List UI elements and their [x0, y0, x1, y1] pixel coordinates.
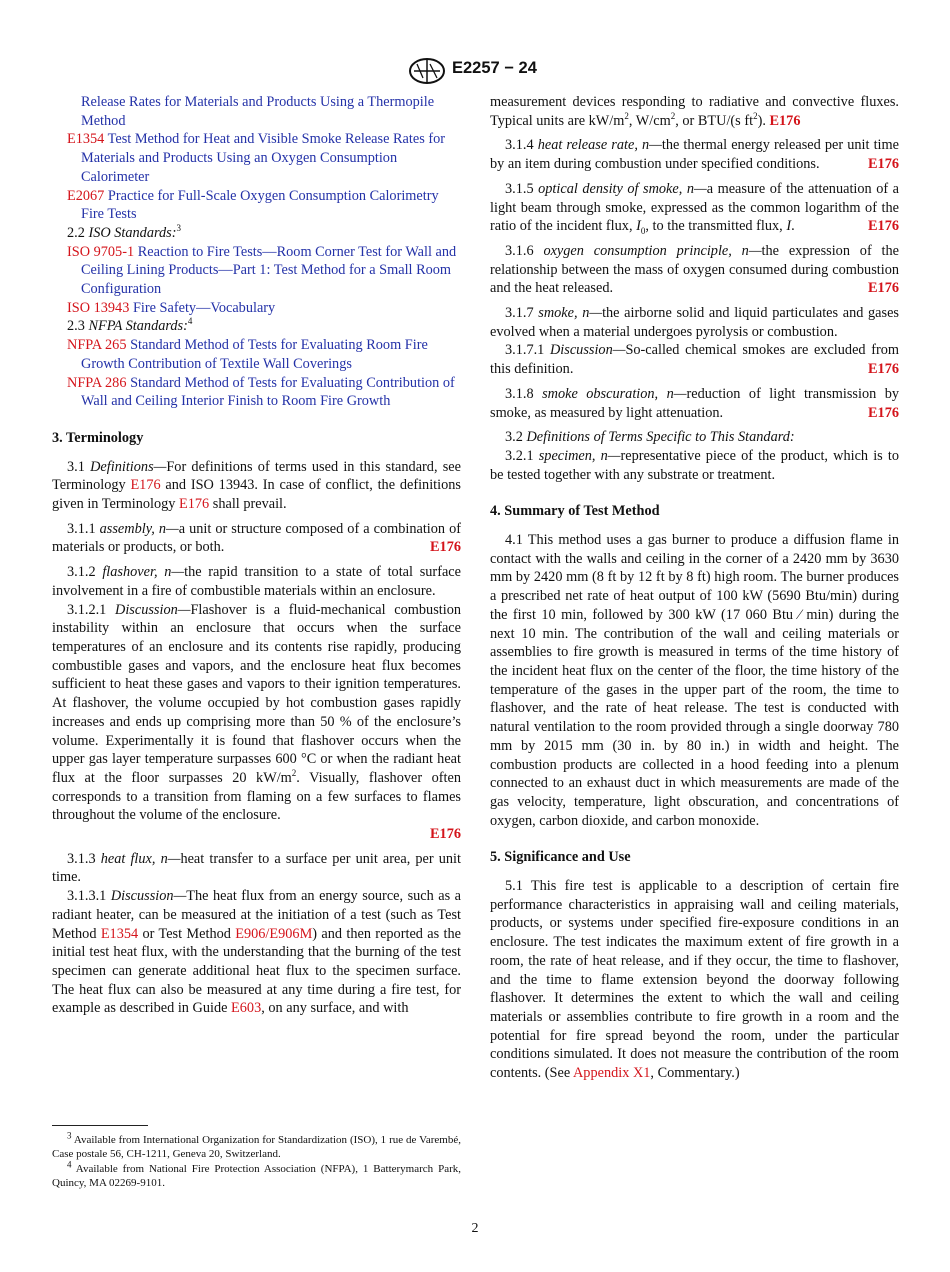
e176-link[interactable]: E176: [868, 280, 899, 297]
ref-title-link[interactable]: Standard Method of Tests for Evaluating Contribution of Wall and Ceiling Interior Finish to Room Fire Growth: [81, 374, 455, 410]
para-3-1-3: 3.1.3 heat flux, n—heat transfer to a surface per unit area, per unit time.: [52, 850, 462, 886]
page-number: 2: [471, 1221, 479, 1236]
para-3-1-4: 3.1.4 heat release rate, n—the thermal energy released per unit time by an item during combustion under specified conditions. E176: [490, 137, 899, 173]
e176-link[interactable]: E176: [179, 496, 210, 513]
para-4-1: 4.1 This method uses a gas burner to produce a diffusion flame in contact with the walls and ceiling in the corner of a 2420 mm by 3630 mm by 2420 mm (8 ft by 12 ft by 8 ft) high room. The burner produces a prescribed net rate of heat output of 100 kW (5690 Btu/min) during the first 10 min, followed by 300 kW (17 060 Btu ⁄ min) during the next 10 min. The contribution of the wall and ceiling materials or assemblies to fire growth is measured in terms of the time history of the incident heat flux on the center of the floor, the time history of the temperature of the gases in the upper part of the room, the time to flashover, and the rate of heat release. The test is conducted with natural ventilation to the room provided through a single doorway 780 mm by 2015 mm (30 in. by 80 in.) in width and height. The combustion products are collected in a hood feeding into a plenum connected to an exhaust duct in which measurements are made of the gas velocity, temperature, light obscuration, and concentrations of oxygen, carbon dioxide, and carbon monoxide.: [490, 532, 899, 829]
ref-title-link[interactable]: Standard Method of Tests for Evaluating Room Fire Growth Contribution of Textile Wall Coverings: [81, 337, 428, 372]
para-3-1: 3.1 Definitions—For definitions of terms used in this standard, see Terminology E176 and ISO 13943. In case of conflict, the definitions given in Terminology E176 shall prevail.: [52, 458, 461, 513]
e176-link[interactable]: E176: [868, 156, 899, 173]
e906-link[interactable]: E906/E906M: [235, 925, 313, 942]
ref-title-link[interactable]: Practice for Full-Scale Oxygen Consumption Calorimetry Fire Tests: [81, 187, 439, 223]
ref-e906-continued: Release Rates for Materials and Products Using a Thermopile Method: [81, 94, 435, 129]
e176-link[interactable]: E176: [430, 826, 461, 843]
e1354-link[interactable]: E1354: [100, 925, 139, 942]
ref-code-link[interactable]: NFPA 265: [67, 337, 127, 354]
section-5-title: 5. Significance and Use: [490, 849, 631, 866]
para-3-1-2-1: 3.1.2.1 Discussion—Flashover is a fluid-mechanical combustion instability within an enclosure that occurs when the surface temperatures of an enclosure and its contents rise rapidly, producing combustible gases and vapors, and the enclosure heat flux becomes sufficient to heat these gases and vapors to their ignition temperatures. At flashover, the volume occupied by hot combustion gases rapidly increases and ends up comprising more than 50 % of the enclosure’s volume. Experimentally it is found that flashover occurs when the upper gas layer temperature surpasses 600 °C or when the radiant heat flux at the floor surpasses 20 $kW/m^2$. Visually, flashover often corresponds to a transition from flaming on a few surfaces to flames throughout the volume of the enclosure. E176: [52, 601, 462, 843]
ref-e2067: [52, 187, 461, 224]
ref-iso13943: [52, 299, 461, 318]
ref-nfpa265: [52, 336, 461, 373]
section-4-title: 4. Summary of Test Method: [490, 503, 660, 520]
para-3-1-3-1: 3.1.3.1 Discussion—The heat flux from an energy source, such as a radiant heater, can be measured at the initiation of a test (such as Test Method E1354 or Test Method E906/E906M) and then reported as the initial test heat flux, with the understanding that the burning of the test specimen can generate additional heat flux to the specimen surface. The heat flux can also be measured at any time during a fire test, for example as described in Guide E603, on any surface, and with: [52, 888, 462, 1017]
ref-title-link[interactable]: Fire Safety—Vocabulary: [132, 299, 276, 316]
ref-title-link[interactable]: Reaction to Fire Tests—Room Corner Test for Wall and Ceiling Lining Products—Part 1: Test Method for a Small Room Configuration: [81, 243, 457, 298]
e176-link[interactable]: E176: [130, 477, 161, 494]
para-3-2: 3.2 Definitions of Terms Specific to This Standard:: [505, 429, 795, 446]
nfpa-standards-heading: 2.3 NFPA Standards:$^4$: [67, 316, 193, 335]
ref-code-link[interactable]: ISO 13943: [67, 299, 130, 316]
e603-link[interactable]: E603: [231, 1000, 262, 1017]
para-3-1-8: 3.1.8 smoke obscuration, n—reduction of light transmission by smoke, as measured by light attenuation. E176: [490, 385, 900, 421]
document-code: E2257 − 24: [452, 59, 537, 77]
para-3-1-6: 3.1.6 oxygen consumption principle, n—the expression of the relationship between the mass of oxygen consumed during combustion and the heat released. E176: [490, 242, 900, 297]
astm-logo-icon: [408, 58, 446, 84]
para-3-1-2: 3.1.2 flashover, n—the rapid transition to a state of total surface involvement in a fire of combustible materials within an enclosure.: [52, 564, 461, 599]
appendix-x1-link[interactable]: Appendix X1: [572, 1065, 651, 1082]
section-3-title: 3. Terminology: [52, 429, 144, 446]
left-column: [52, 93, 461, 1018]
para-5-1: 5.1 This fire test is applicable to a description of certain fire performance characteristics in appraising wall and ceiling materials, products, or systems under specified fire-exposure conditions in an enclosure. The test indicates the maximum extent of fire growth in a room, the rate of heat release, and if they occur, the time to flashover, and the time to flame extension beyond the doorway following flashover. It determines the extent to which the wall and ceiling materials or assemblies contribute to fire growth in a room and the potential for fire spread beyond the room, under the particular conditions simulated. It does not measure the contribution of the room contents. (See Appendix X1, Commentary.): [490, 878, 899, 1082]
footnotes: [52, 1130, 461, 1190]
para-3-1-5: 3.1.5 optical density of smoke, n—a measure of the attenuation of a light beam through smoke, expressed as the common logarithm of the ratio of the incident flux, $I_0$, to the transmitted flux, I. E176: [490, 180, 899, 237]
footnote-divider: [52, 1125, 148, 1126]
ref-code-link[interactable]: E2067: [67, 187, 105, 204]
para-3-1-7-1: 3.1.7.1 Discussion—So-called chemical smokes are excluded from this definition. E176: [490, 342, 899, 378]
e176-link[interactable]: E176: [430, 539, 461, 556]
ref-code-link[interactable]: NFPA 286: [67, 374, 127, 391]
e176-link[interactable]: E176: [868, 218, 899, 235]
e176-link[interactable]: E176: [769, 112, 801, 129]
iso-standards-heading: 2.2 ISO Standards:$^3$: [67, 223, 181, 241]
e176-link[interactable]: E176: [868, 404, 899, 421]
ref-e1354: [52, 130, 461, 186]
ref-nfpa286: [52, 374, 461, 411]
para-3-2-1: 3.2.1 specimen, n—representative piece of the product, which is to be tested together with any substrate or treatment.: [490, 447, 899, 483]
para-3-1-3-1-continued: measurement devices responding to radiative and convective fluxes. Typical units are $kW/m^2$, $W/cm^2$, or BTU/(s $ft^2$). E176: [490, 94, 899, 129]
ref-code-link[interactable]: E1354: [67, 131, 105, 148]
footnote-3: $^3$ Available from International Organization for Standardization (ISO), 1 rue de Varembé, Case postale 56, CH-1211, Geneva 20, Switzerland.: [52, 1130, 461, 1161]
ref-code-link[interactable]: ISO 9705-1: [67, 243, 135, 260]
right-column: [490, 93, 899, 1083]
e176-link[interactable]: E176: [868, 361, 899, 378]
para-3-1-7: 3.1.7 smoke, n—the airborne solid and liquid particulates and gases evolved when a material undergoes pyrolysis or combustion.: [490, 305, 899, 340]
ref-iso9705: [52, 243, 461, 299]
para-3-1-1: 3.1.1 assembly, n—a unit or structure composed of a combination of materials or products, or both. E176: [52, 520, 462, 556]
page-header: [0, 58, 950, 86]
ref-title-link[interactable]: Test Method for Heat and Visible Smoke Release Rates for Materials and Products Using an Oxygen Consumption Calorimeter: [81, 131, 446, 185]
footnote-4: $^4$ Available from National Fire Protection Association (NFPA), 1 Batterymarch Park, Quincy, MA 02269-9101.: [52, 1158, 461, 1189]
